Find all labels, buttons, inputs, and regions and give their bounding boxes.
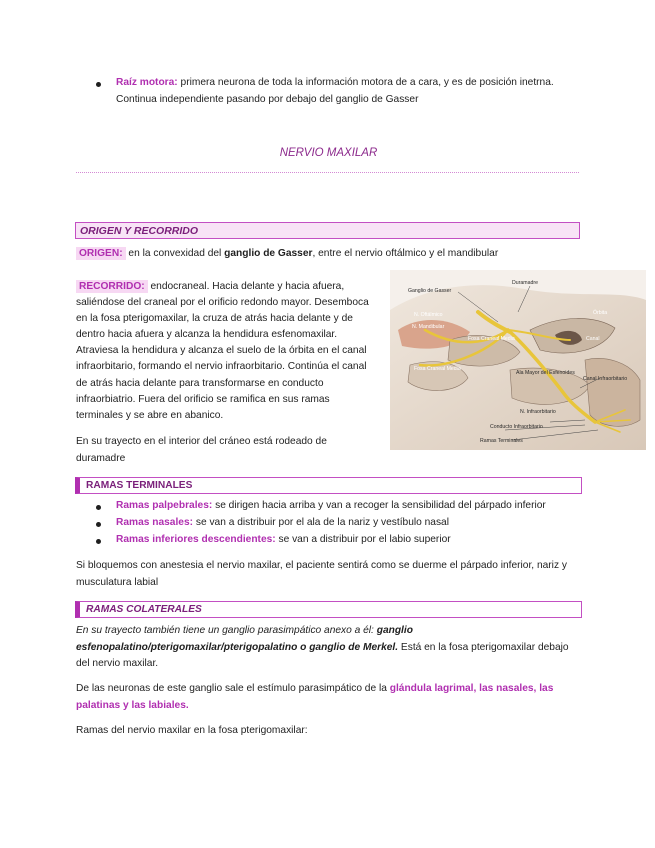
maxillary-nerve-illustration — [390, 270, 646, 450]
recorrido-line: infraorbitario, formando el nervio infraorbitario. Continúa el canal — [76, 361, 367, 373]
duramadre-line: duramadre — [76, 452, 126, 464]
rama-terminal-text: se dirigen hacia arriba y van a recoger la sensibilidad del párpado inferior — [212, 500, 546, 511]
ramas-colaterales-header: RAMAS COLATERALES — [75, 601, 582, 618]
label-conducto-infraorbitario: Conducto Infraorbitario — [490, 424, 543, 430]
estimulo-glandulas: glándula lagrimal, las nasales, las — [389, 683, 554, 694]
origen-recorrido-header: ORIGEN Y RECORRIDO — [75, 222, 580, 239]
rama-terminal-text: se van a distribuir por el labio superior — [275, 534, 451, 545]
origen-ganglio: ganglio de Gasser — [224, 248, 313, 259]
raiz-motora-paragraph — [116, 75, 586, 108]
colaterales-paragraph — [76, 623, 586, 673]
anestesia-line: Si bloquemos con anestesia el nervio maxilar, el paciente sentirá como se duerme el párpado inferior, nariz y — [76, 560, 567, 571]
origen-label: ORIGEN: — [76, 247, 126, 260]
label-duramadre: Duramadre — [512, 280, 538, 286]
recorrido-paragraph — [76, 279, 386, 424]
label-canal-infraorbitario: Canal Infraorbitario — [583, 376, 628, 382]
rama-terminal-item — [116, 498, 586, 515]
recorrido-line: Atraviesa la hendidura y alcanza el suelo de la órbita en el canal — [76, 345, 367, 357]
estimulo-glandulas-2: palatinas y las labiales. — [76, 699, 189, 711]
estimulo-paragraph — [76, 681, 586, 714]
colaterales-text-3: del nervio maxilar. — [76, 658, 159, 669]
colaterales-ganglio: ganglio — [376, 625, 413, 636]
label-orbita: Órbita — [593, 310, 608, 316]
anestesia-paragraph — [76, 558, 586, 591]
origen-text-post: , entre el nervio oftálmico y el mandibular — [312, 248, 499, 259]
recorrido-line: endocraneal. Hacia delante y hacia afuera, — [147, 281, 345, 292]
rama-terminal-label: Ramas inferiores descendientes: — [116, 534, 276, 545]
colaterales-text-2: Está en la fosa pterigomaxilar debajo — [398, 641, 569, 653]
rama-terminal-label: Ramas nasales: — [116, 517, 194, 528]
rama-terminal-item — [116, 515, 586, 532]
bullet-dot — [96, 505, 101, 510]
recorrido-label: RECORRIDO: — [76, 280, 148, 293]
label-fosa-craneal-media: Fosa Craneal Media — [468, 336, 515, 342]
raiz-motora-label: Raíz motora: — [116, 77, 178, 88]
duramadre-line: En su trayecto en el interior del cráneo está rodeado de — [76, 436, 327, 447]
colaterales-text: En su trayecto también tiene un ganglio parasimpático anexo a él: — [76, 625, 377, 636]
section-title: NERVIO MAXILAR — [279, 147, 378, 159]
recorrido-line: de atrás hacia delante para transformarse en conducto — [76, 377, 324, 389]
anestesia-line: musculatura labial — [76, 576, 159, 588]
recorrido-line: infraorbiatrio. Fuera del orificio se ramifica en sus ramas — [76, 393, 330, 405]
label-fosa-craneal-media-2: Fosa Craneal Media — [414, 366, 461, 372]
ramas-fosa-paragraph: Ramas del nervio maxilar en la fosa pterigomaxilar: — [76, 725, 308, 736]
ramas-terminales-header: RAMAS TERMINALES — [75, 477, 582, 494]
bullet-dot — [96, 522, 101, 527]
colaterales-ganglio-names: esfenopalatino/pterigomaxilar/pterigopalatino o ganglio de Merkel. — [76, 641, 399, 653]
title-divider — [76, 172, 579, 173]
recorrido-line: terminales y se abre en abanico. — [76, 409, 224, 421]
recorrido-line: saliéndose del craneal por el orificio redondo mayor. Desemboca — [76, 297, 369, 309]
rama-terminal-text: se van a distribuir por el ala de la nariz y vestíbulo nasal — [193, 517, 449, 528]
estimulo-text: De las neuronas de este ganglio sale el estímulo parasimpático de la — [76, 683, 390, 694]
label-ganglio: Ganglio de Gasser — [408, 288, 452, 294]
bullet-dot — [96, 82, 101, 87]
raiz-motora-text-2: Continua independiente pasando por debajo del ganglio de Gasser — [116, 93, 419, 105]
duramadre-paragraph — [76, 434, 386, 467]
label-ramas-terminales: Ramas Terminales — [480, 438, 523, 444]
origen-paragraph — [76, 246, 581, 263]
recorrido-line: en la fosa pterigomaxilar, la cruza de atrás hacia delante y de — [76, 313, 353, 325]
recorrido-line: dentro hacia afuera y alcanza la hendidura esfenomaxilar. — [76, 329, 338, 341]
label-ala-mayor: Ala Mayor del Esfenoides — [516, 370, 575, 376]
label-canal: Canal — [586, 336, 600, 342]
label-n-oftalmico: N. Oftálmico — [414, 312, 443, 318]
rama-terminal-item — [116, 532, 586, 549]
raiz-motora-text: primera neurona de toda la información motora de a cara, y es de posición inetrna. — [177, 77, 554, 88]
origen-text-pre: en la convexidad del — [125, 248, 225, 259]
rama-terminal-label: Ramas palpebrales: — [116, 500, 213, 511]
bullet-dot — [96, 539, 101, 544]
label-n-mandibular: N. Mandibular — [412, 324, 445, 330]
label-n-infraorbitario: N. Infraorbitario — [520, 409, 556, 415]
